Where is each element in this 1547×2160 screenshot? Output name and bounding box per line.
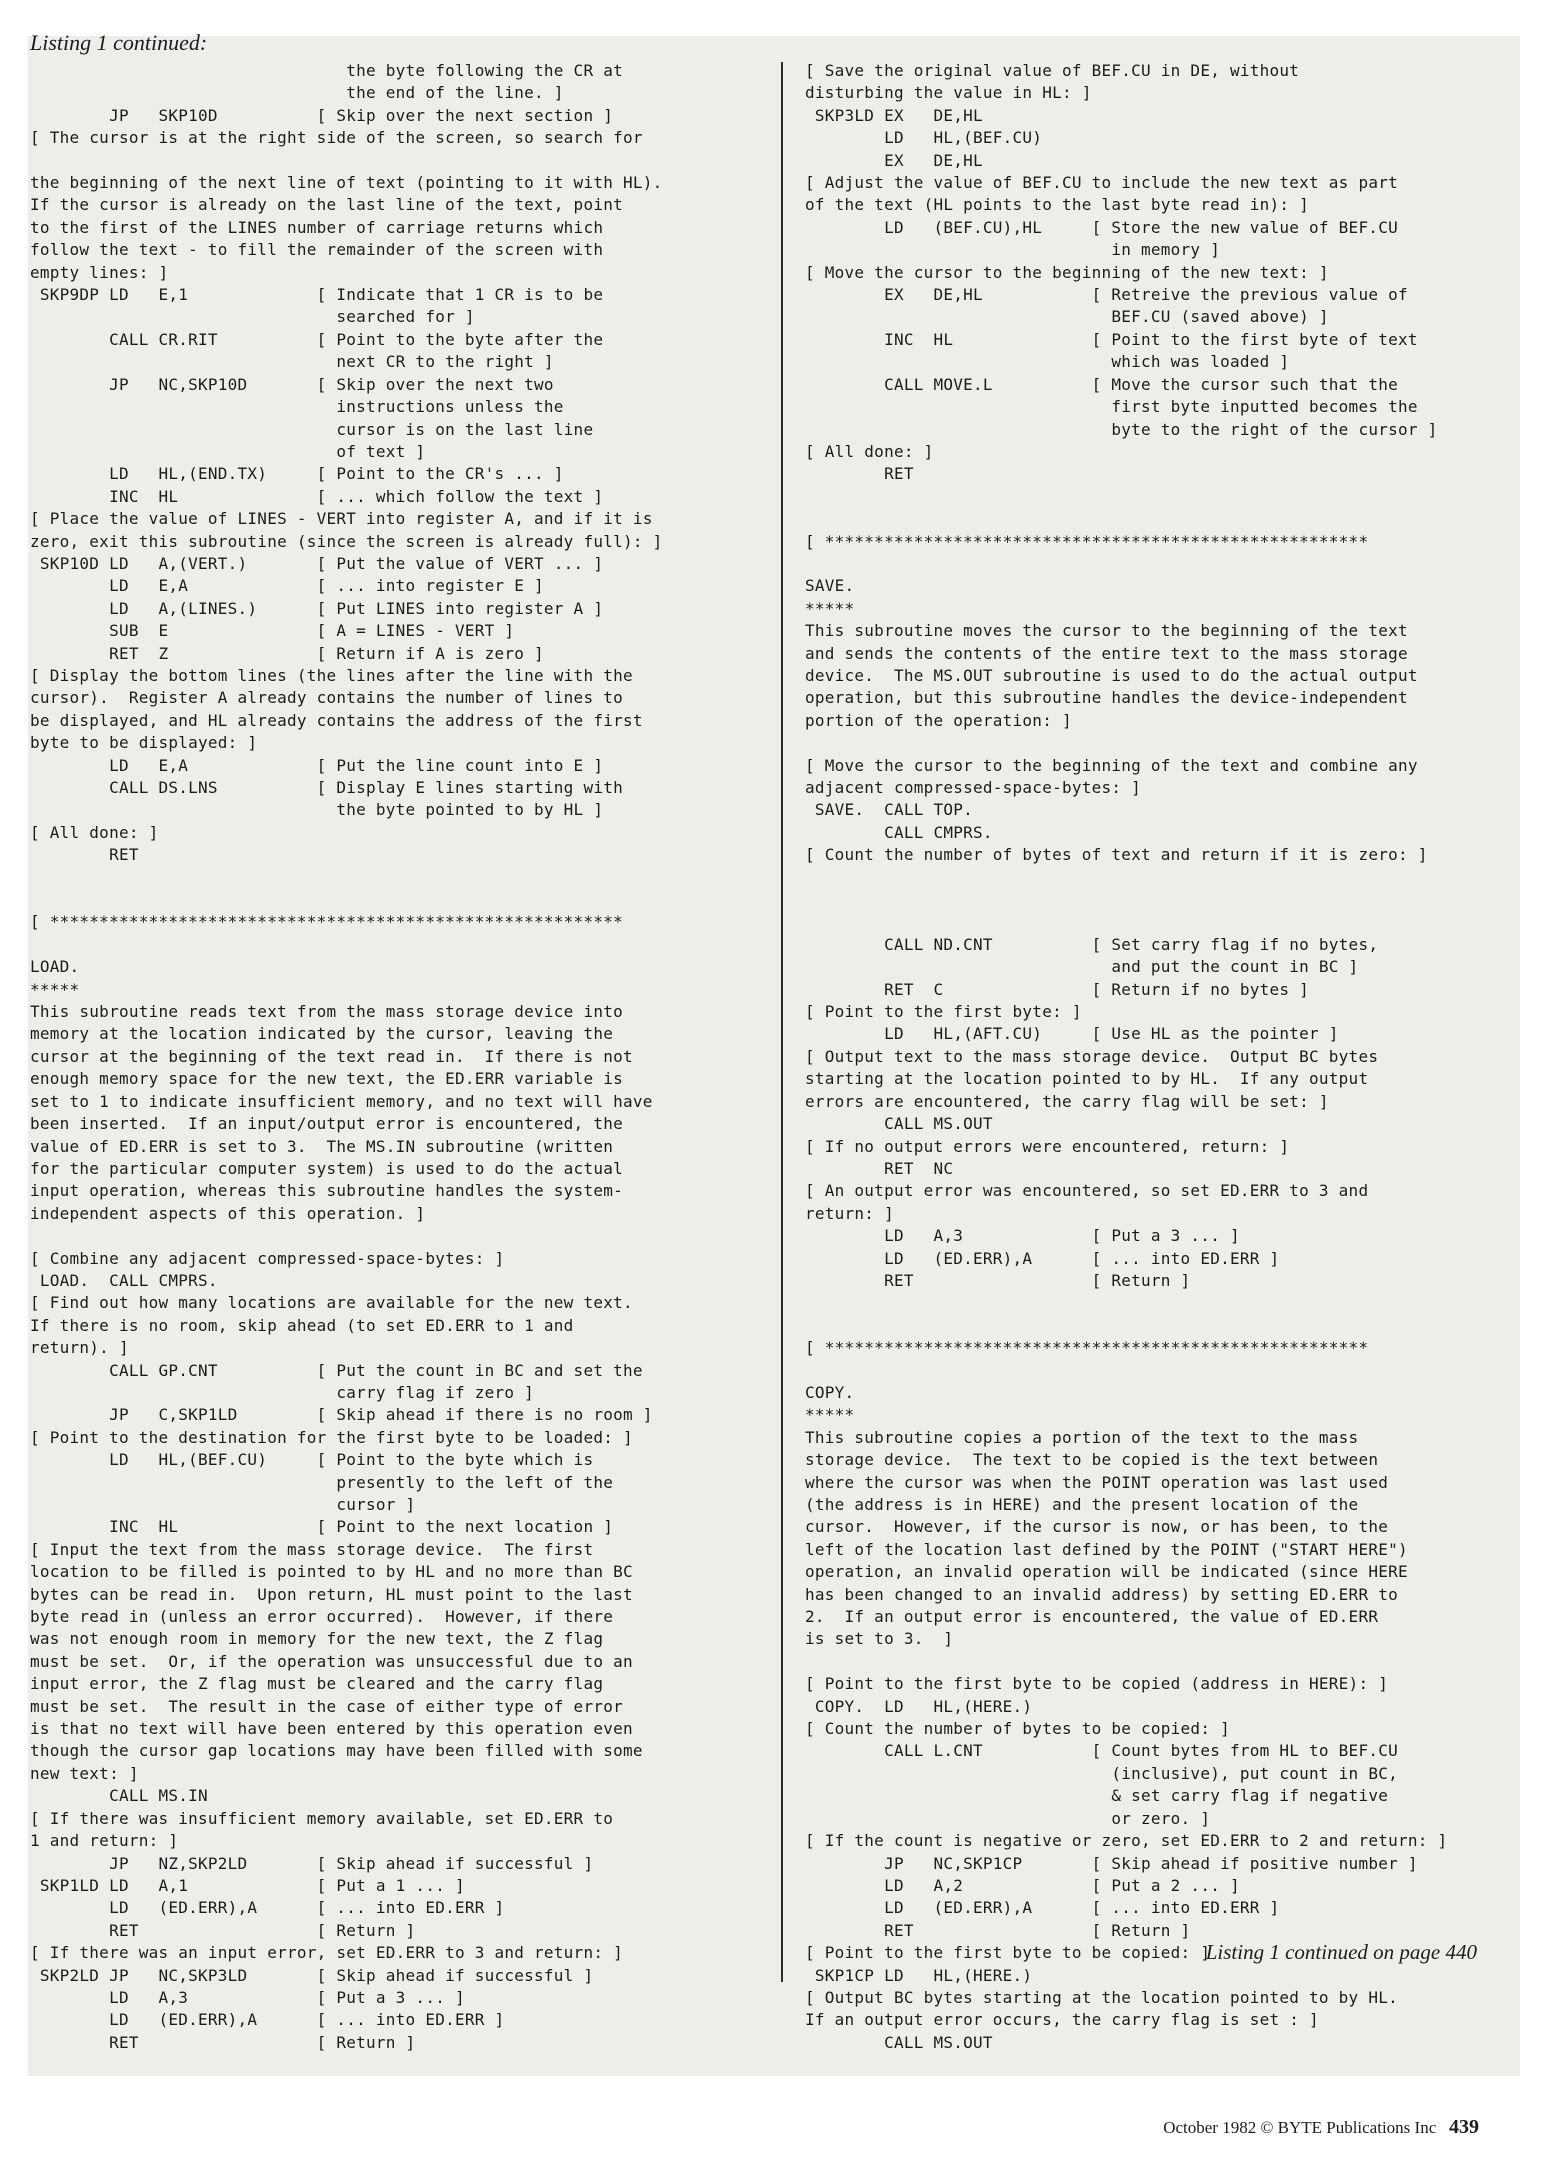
code-line: portion of the operation: ] — [805, 710, 1072, 730]
code-line: [ Find out how many locations are available for the new text. — [30, 1293, 633, 1313]
code-line: operation, but this subroutine handles the device-independent — [805, 688, 1408, 708]
code-line: for the particular computer system) is used to do the actual — [30, 1158, 623, 1178]
code-line: JP NC,SKP1CP [ Skip ahead if positive number ] — [805, 1853, 1418, 1873]
code-line: RET — [805, 464, 914, 484]
code-line: of the text (HL points to the last byte read in): ] — [805, 195, 1310, 215]
code-line: LD (ED.ERR),A [ ... into ED.ERR ] — [30, 2010, 505, 2030]
code-line: LD A,(LINES.) [ Put LINES into register A ] — [30, 598, 604, 618]
code-line: bytes can be read in. Upon return, HL must point to the last — [30, 1584, 633, 1604]
code-line: CALL DS.LNS [ Display E lines starting with — [30, 778, 623, 797]
code-line: COPY. — [805, 1382, 855, 1402]
code-line: SAVE. CALL TOP. — [805, 800, 974, 820]
code-line: [ Count the number of bytes to be copied: ] — [805, 1719, 1230, 1739]
code-line: RET [ Return ] — [805, 1920, 1191, 1940]
code-line: BEF.CU (saved above) ] — [805, 307, 1329, 327]
code-line: memory at the location indicated by the cursor, leaving the — [30, 1024, 614, 1044]
code-line: RET [ Return ] — [805, 1270, 1191, 1290]
code-line: LD (BEF.CU),HL [ Store the new value of BEF.CU — [805, 217, 1398, 237]
code-line: [ Input the text from the mass storage device. The first — [30, 1539, 594, 1559]
code-line: left of the location last defined by the POINT ("START HERE") — [805, 1539, 1408, 1559]
code-line — [30, 889, 765, 911]
code-line: cursor. However, if the cursor is now, or has been, to the — [805, 1517, 1389, 1537]
code-line: location to be filled is pointed to by HL and no more than BC — [30, 1562, 633, 1582]
code-line: LD HL,(BEF.CU) — [805, 128, 1043, 148]
code-line: LD HL,(AFT.CU) [ Use HL as the pointer ] — [805, 1024, 1339, 1044]
code-line: LD (ED.ERR),A [ ... into ED.ERR ] — [30, 1898, 505, 1918]
code-line — [805, 1315, 1520, 1337]
code-line: LD E,A [ ... into register E ] — [30, 576, 544, 596]
code-line: & set carry flag if negative — [805, 1786, 1389, 1806]
code-line: SKP1CP LD HL,(HERE.) — [805, 1965, 1033, 1985]
code-line: the end of the line. ] — [30, 83, 564, 103]
code-line: 2. If an output error is encountered, the value of ED.ERR — [805, 1607, 1379, 1627]
code-line: CALL CR.RIT [ Point to the byte after the — [30, 329, 604, 349]
code-line: LD A,2 [ Put a 2 ... ] — [805, 1875, 1240, 1895]
code-line: [ All done: ] — [805, 441, 934, 461]
code-line — [805, 867, 1520, 889]
code-line — [805, 1292, 1520, 1314]
code-line: byte read in (unless an error occurred). However, if there — [30, 1607, 614, 1627]
code-line: RET — [30, 845, 139, 865]
code-line: which was loaded ] — [805, 352, 1290, 372]
column-divider — [781, 62, 783, 1982]
code-line: enough memory space for the new text, the ED.ERR variable is — [30, 1069, 623, 1089]
code-line: LD (ED.ERR),A [ ... into ED.ERR ] — [805, 1248, 1280, 1268]
code-line: LD (ED.ERR),A [ ... into ED.ERR ] — [805, 1898, 1280, 1918]
code-line: instructions unless the — [30, 397, 564, 417]
code-line: SAVE. — [805, 576, 855, 596]
code-line: CALL L.CNT [ Count bytes from HL to BEF.CU — [805, 1741, 1398, 1761]
code-line: [ Point to the destination for the first byte to be loaded: ] — [30, 1427, 633, 1447]
code-line — [805, 486, 1520, 508]
code-line: first byte inputted becomes the — [805, 397, 1418, 417]
code-line: where the cursor was when the POINT operation was last used — [805, 1472, 1389, 1492]
code-line: JP SKP10D [ Skip over the next section ] — [30, 105, 614, 125]
code-line: the byte pointed to by HL ] — [30, 800, 604, 820]
code-line: cursor). Register A already contains the number of lines to — [30, 688, 623, 708]
code-line: If the cursor is already on the last line of the text, point — [30, 195, 623, 215]
code-line: [ Adjust the value of BEF.CU to include the new text as part — [805, 173, 1398, 193]
code-line: input error, the Z flag must be cleared and the carry flag — [30, 1674, 604, 1694]
code-line — [30, 1225, 765, 1247]
code-line: device. The MS.OUT subroutine is used to do the actual output — [805, 665, 1418, 685]
code-line: carry flag if zero ] — [30, 1382, 535, 1402]
code-line: follow the text - to fill the remainder of the screen with — [30, 240, 604, 260]
code-line: [ Display the bottom lines (the lines after the line with the — [30, 665, 633, 685]
code-line: CALL CMPRS. — [805, 822, 993, 842]
code-line: This subroutine copies a portion of the text to the mass — [805, 1427, 1359, 1447]
code-line: zero, exit this subroutine (since the screen is already full): ] — [30, 531, 663, 551]
code-line: though the cursor gap locations may have been filled with some — [30, 1741, 643, 1761]
code-line: input operation, whereas this subroutine handles the system- — [30, 1181, 623, 1201]
code-line: CALL ND.CNT [ Set carry flag if no bytes, — [805, 934, 1379, 954]
code-line: (inclusive), put count in BC, — [805, 1763, 1398, 1783]
code-line: [ Place the value of LINES - VERT into register A, and if it is — [30, 509, 653, 529]
code-line: CALL MS.IN — [30, 1786, 208, 1806]
code-line: [ Point to the first byte to be copied (address in HERE): ] — [805, 1674, 1389, 1694]
code-line: [ The cursor is at the right side of the screen, so search for — [30, 128, 643, 148]
code-line: JP C,SKP1LD [ Skip ahead if there is no room ] — [30, 1405, 653, 1425]
code-line: was not enough room in memory for the new text, the Z flag — [30, 1629, 604, 1649]
code-line: LOAD. — [30, 957, 80, 977]
code-line: has been changed to an invalid address) by setting ED.ERR to — [805, 1584, 1398, 1604]
code-line: [ An output error was encountered, so set ED.ERR to 3 and — [805, 1181, 1369, 1201]
code-line: EX DE,HL — [805, 150, 983, 170]
code-line: SKP3LD EX DE,HL — [805, 105, 983, 125]
code-line: errors are encountered, the carry flag will be set: ] — [805, 1091, 1329, 1111]
date-credit: October 1982 © BYTE Publications Inc — [1163, 2118, 1437, 2137]
code-line: CALL MS.OUT — [805, 1114, 993, 1134]
code-line: CALL MOVE.L [ Move the cursor such that the — [805, 374, 1398, 394]
code-line: [ Count the number of bytes of text and return if it is zero: ] — [805, 845, 1428, 865]
code-line — [805, 889, 1520, 911]
code-line: cursor at the beginning of the text read in. If there is not — [30, 1046, 633, 1066]
code-line: [ Point to the first byte: ] — [805, 1002, 1082, 1022]
code-line: in memory ] — [805, 240, 1221, 260]
code-line: CALL MS.OUT — [805, 2032, 993, 2052]
code-line: EX DE,HL [ Retreive the previous value of — [805, 285, 1408, 305]
code-line: [ Output text to the mass storage device. Output BC bytes — [805, 1046, 1379, 1066]
code-line: disturbing the value in HL: ] — [805, 83, 1092, 103]
code-line: LD HL,(BEF.CU) [ Point to the byte which is — [30, 1450, 594, 1470]
code-line: 1 and return: ] — [30, 1831, 179, 1851]
code-line: RET [ Return ] — [30, 2032, 416, 2052]
listing-heading: Listing 1 continued: — [30, 30, 208, 55]
code-line: [ Move the cursor to the beginning of the text and combine any — [805, 755, 1418, 775]
code-line: [ ******************************************************* — [805, 531, 1369, 551]
code-line: be displayed, and HL already contains the address of the first — [30, 710, 643, 730]
page-footer — [1163, 2116, 1479, 2139]
code-line: ***** — [805, 598, 855, 618]
code-line: INC HL [ Point to the next location ] — [30, 1517, 614, 1537]
code-line — [805, 911, 1520, 933]
code-line: SKP9DP LD E,1 [ Indicate that 1 CR is to be — [30, 285, 604, 305]
code-line: to the first of the LINES number of carriage returns which — [30, 217, 604, 237]
code-line: [ ********************************************************** — [30, 912, 623, 932]
code-line: presently to the left of the — [30, 1472, 614, 1492]
code-line: is that no text will have been entered by this operation even — [30, 1719, 633, 1739]
code-line: must be set. The result in the case of either type of error — [30, 1696, 623, 1716]
code-line: SKP2LD JP NC,SKP3LD [ Skip ahead if successful ] — [30, 1965, 594, 1985]
code-line: INC HL [ Point to the first byte of text — [805, 329, 1418, 349]
code-line: RET C [ Return if no bytes ] — [805, 979, 1310, 999]
code-line: LD HL,(END.TX) [ Point to the CR's ... ] — [30, 464, 564, 484]
code-line: RET Z [ Return if A is zero ] — [30, 643, 544, 663]
code-line: COPY. LD HL,(HERE.) — [805, 1696, 1033, 1716]
code-line: [ Output BC bytes starting at the location pointed to by HL. — [805, 1987, 1398, 2007]
code-line — [30, 867, 765, 889]
code-line: searched for ] — [30, 307, 475, 327]
code-line: [ Point to the first byte to be copied: ] — [805, 1943, 1211, 1963]
continued-note: Listing 1 continued on page 440 — [1205, 1940, 1477, 1964]
code-line — [30, 934, 765, 956]
code-line: byte to the right of the cursor ] — [805, 419, 1438, 439]
code-line: LD A,3 [ Put a 3 ... ] — [805, 1226, 1240, 1246]
code-line: [ ******************************************************* — [805, 1338, 1369, 1358]
code-line: [ If there was an input error, set ED.ERR to 3 and return: ] — [30, 1943, 623, 1963]
code-line: SUB E [ A = LINES - VERT ] — [30, 621, 515, 641]
code-line: independent aspects of this operation. ] — [30, 1203, 426, 1223]
code-line — [805, 732, 1520, 754]
code-line: return). ] — [30, 1338, 129, 1358]
code-line: [ Combine any adjacent compressed-space-bytes: ] — [30, 1248, 505, 1268]
code-line: [ All done: ] — [30, 822, 159, 842]
code-line — [805, 1651, 1520, 1673]
code-line — [805, 508, 1520, 530]
code-line — [805, 553, 1520, 575]
code-line — [30, 150, 765, 172]
code-line: If an output error occurs, the carry flag is set : ] — [805, 2010, 1319, 2030]
code-line: operation, an invalid operation will be indicated (since HERE — [805, 1562, 1408, 1582]
page-number: 439 — [1449, 2116, 1479, 2138]
code-line: JP NZ,SKP2LD [ Skip ahead if successful ] — [30, 1853, 594, 1873]
code-line — [805, 1360, 1520, 1382]
code-line: of text ] — [30, 441, 426, 461]
code-line: cursor is on the last line — [30, 419, 594, 439]
code-line: return: ] — [805, 1203, 894, 1223]
code-line: LD A,3 [ Put a 3 ... ] — [30, 1987, 465, 2007]
code-line: set to 1 to indicate insufficient memory, and no text will have — [30, 1091, 653, 1111]
code-line: or zero. ] — [805, 1808, 1211, 1828]
code-line: cursor ] — [30, 1495, 416, 1514]
code-line: next CR to the right ] — [30, 352, 554, 372]
code-line: starting at the location pointed to by HL. If any output — [805, 1069, 1369, 1089]
code-line: [ If there was insufficient memory available, set ED.ERR to — [30, 1808, 614, 1828]
code-line: and sends the contents of the entire text to the mass storage — [805, 643, 1408, 663]
code-line: LD E,A [ Put the line count into E ] — [30, 755, 604, 775]
code-line: [ If the count is negative or zero, set ED.ERR to 2 and return: ] — [805, 1831, 1448, 1851]
code-line: LOAD. CALL CMPRS. — [30, 1270, 218, 1290]
code-line: empty lines: ] — [30, 262, 169, 282]
code-line: value of ED.ERR is set to 3. The MS.IN subroutine (written — [30, 1136, 614, 1156]
code-line: [ Move the cursor to the beginning of the new text: ] — [805, 262, 1329, 282]
code-line: [ Save the original value of BEF.CU in DE, without — [805, 61, 1300, 80]
code-line: This subroutine moves the cursor to the beginning of the text — [805, 621, 1408, 641]
code-line: the beginning of the next line of text (pointing to it with HL). — [30, 173, 663, 193]
code-line: RET NC — [805, 1158, 954, 1178]
code-line: adjacent compressed-space-bytes: ] — [805, 778, 1142, 797]
code-line: JP NC,SKP10D [ Skip over the next two — [30, 374, 554, 394]
code-line: CALL GP.CNT [ Put the count in BC and set the — [30, 1360, 643, 1380]
code-line: This subroutine reads text from the mass storage device into — [30, 1002, 623, 1022]
code-line: [ If no output errors were encountered, return: ] — [805, 1136, 1290, 1156]
code-line: is set to 3. ] — [805, 1629, 954, 1649]
code-line: new text: ] — [30, 1763, 139, 1783]
code-line: (the address is in HERE) and the present location of the — [805, 1495, 1359, 1514]
code-line: the byte following the CR at — [30, 61, 623, 80]
listing-column-left — [30, 60, 765, 2052]
code-line: storage device. The text to be copied is the text between — [805, 1450, 1379, 1470]
code-line: byte to be displayed: ] — [30, 733, 258, 753]
code-line: ***** — [30, 979, 80, 999]
code-line: RET [ Return ] — [30, 1920, 416, 1940]
code-line: and put the count in BC ] — [805, 957, 1359, 977]
code-line: INC HL [ ... which follow the text ] — [30, 486, 604, 506]
code-line: been inserted. If an input/output error is encountered, the — [30, 1114, 623, 1134]
code-line: SKP1LD LD A,1 [ Put a 1 ... ] — [30, 1875, 465, 1895]
code-line: ***** — [805, 1405, 855, 1425]
code-line: SKP10D LD A,(VERT.) [ Put the value of VERT ... ] — [30, 553, 604, 573]
code-line: must be set. Or, if the operation was unsuccessful due to an — [30, 1651, 633, 1671]
code-line: If there is no room, skip ahead (to set ED.ERR to 1 and — [30, 1315, 574, 1335]
